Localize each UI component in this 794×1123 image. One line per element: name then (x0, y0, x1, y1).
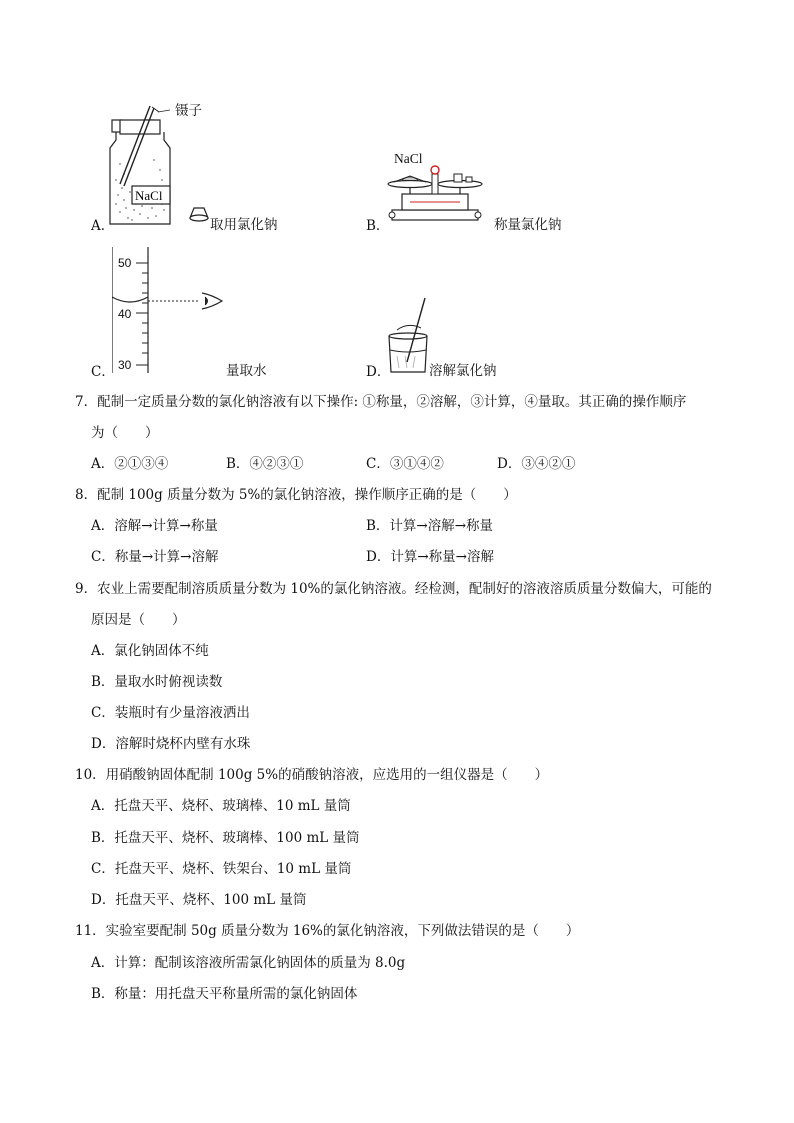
q8-option-b: B．计算→溶解→称量 (366, 518, 494, 534)
question-11-stem: 11．实验室要配制 50g 质量分数为 16%的氯化钠溶液，下列做法错误的是（ ） (75, 923, 580, 939)
question-9-stem-cont: 原因是（ ） (91, 612, 186, 628)
q9-option-b: B．量取水时俯视读数 (91, 674, 223, 690)
q8-option-c: C．称量→计算→溶解 (91, 549, 219, 565)
question-8-stem: 8．配制 100g 质量分数为 5%的氯化钠溶液，操作顺序正确的是（ ） (75, 487, 517, 503)
figure-b-caption: 称量氯化钠 (494, 217, 562, 233)
q7-option-b: B．④②③① (226, 456, 304, 472)
figure-d-caption: 溶解氯化钠 (429, 363, 497, 379)
q9-option-a: A．氯化钠固体不纯 (91, 643, 209, 659)
q11-option-a: A．计算：配制该溶液所需氯化钠固体的质量为 8.0g (91, 955, 406, 971)
question-9-stem: 9．农业上需要配制溶质质量分数为 10%的氯化钠溶液。经检测，配制好的溶液溶质质量分数偏大，可能的 (75, 581, 712, 597)
q11-option-b: B．称量：用托盘天平称量所需的氯化钠固体 (91, 986, 358, 1002)
tweezers-label: 镊子 (175, 103, 202, 119)
figure-c-cylinder (112, 245, 252, 375)
q8-option-d: D．计算→称量→溶解 (366, 549, 494, 565)
option-a-letter: A． (91, 218, 115, 234)
jar-label: NaCl (135, 188, 163, 203)
q10-option-b: B．托盘天平、烧杯、玻璃棒、100 mL 量筒 (91, 830, 360, 846)
q9-option-d: D．溶解时烧杯内壁有水珠 (91, 736, 251, 752)
q7-option-c: C．③①④② (366, 456, 444, 472)
question-7-stem: 7．配制一定质量分数的氯化钠溶液有以下操作: ①称量，②溶解，③计算，④量取。其正确的操作顺序 (75, 394, 687, 410)
question-7-stem-cont: 为（ ） (91, 425, 159, 441)
question-10-stem: 10．用硝酸钠固体配制 100g 5%的硝酸钠溶液，应选用的一组仪器是（ ） (75, 767, 549, 783)
option-d-letter: D． (366, 364, 391, 380)
option-c-letter: C． (91, 364, 115, 380)
q10-option-d: D．托盘天平、烧杯、100 mL 量筒 (91, 892, 307, 908)
q10-option-c: C．托盘天平、烧杯、铁架台、10 mL 量筒 (91, 861, 352, 877)
option-b-letter: B． (366, 218, 390, 234)
balance-pan-label: NaCl (394, 151, 423, 166)
figure-d-beaker (385, 296, 435, 376)
q7-option-d: D．③④②① (497, 456, 576, 472)
q9-option-c: C．装瓶时有少量溶液洒出 (91, 705, 250, 721)
figure-c-caption: 量取水 (226, 363, 267, 379)
q10-option-a: A．托盘天平、烧杯、玻璃棒、10 mL 量筒 (91, 798, 351, 814)
tick-label-30: 30 (118, 358, 132, 372)
q7-option-a: A．②①③④ (91, 456, 169, 472)
q8-option-a: A．溶解→计算→称量 (91, 518, 218, 534)
figure-a-caption: 取用氯化钠 (210, 217, 278, 233)
tick-label-50: 50 (118, 256, 132, 270)
figure-a-nacl-jar (100, 100, 300, 235)
tick-label-40: 40 (118, 307, 132, 321)
